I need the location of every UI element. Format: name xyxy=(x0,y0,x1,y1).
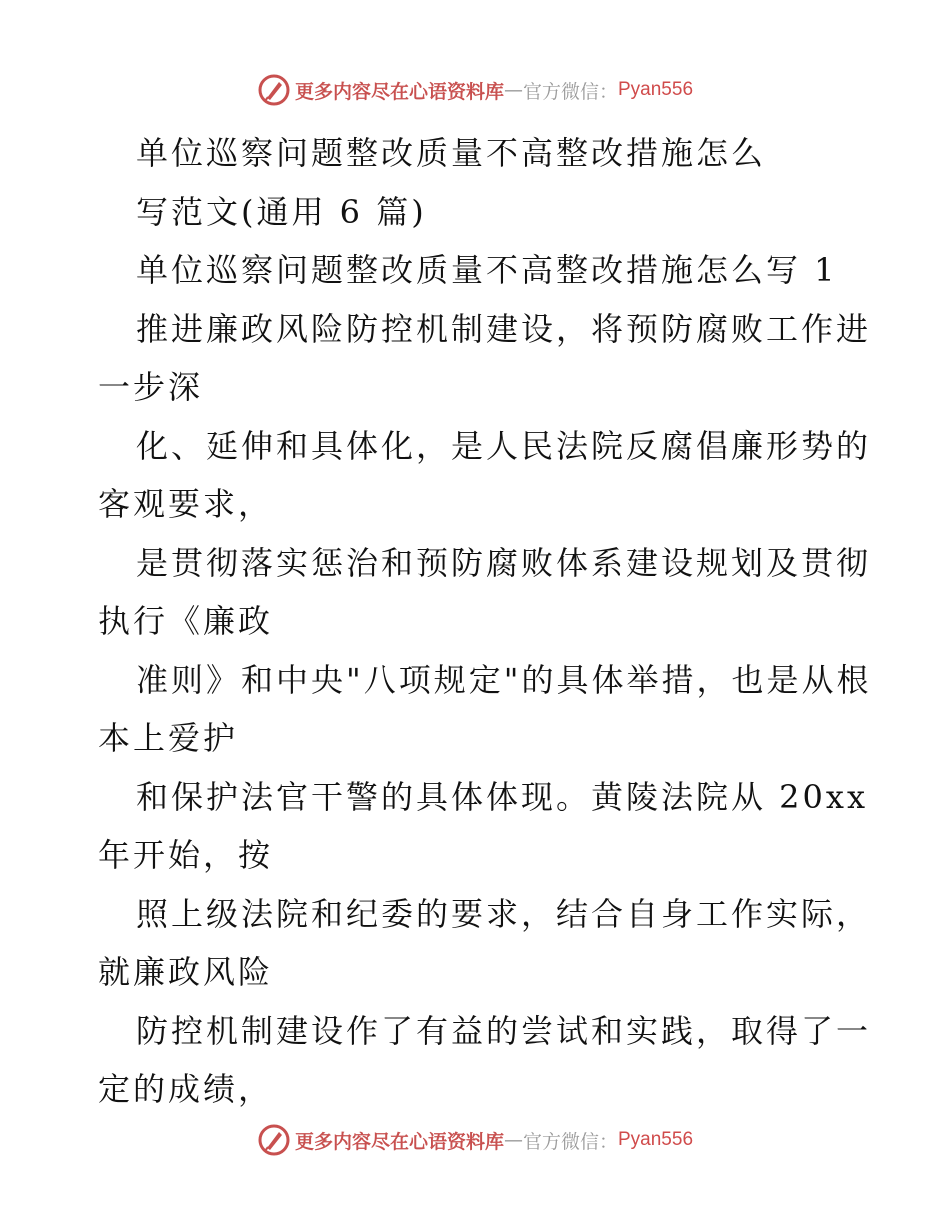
text-line: 单位巡察问题整改质量不高整改措施怎么写 1 xyxy=(136,251,838,289)
footer-watermark xyxy=(0,1120,950,1160)
text-line: 和保护法官干警的具体体现。黄陵法院从 20xx xyxy=(136,777,868,816)
quill-logo-icon xyxy=(257,73,291,107)
header-watermark xyxy=(0,70,950,110)
watermark-wechat-id: Pyan556 xyxy=(618,79,694,100)
text-line: 化、延伸和具体化，是人民法院反腐倡廉形势的 xyxy=(136,426,872,465)
text-line: 就廉政风险 xyxy=(98,953,274,991)
text-line: 防控机制建设作了有益的尝试和实践，取得了一 xyxy=(136,1011,872,1050)
text-line: 一步深 xyxy=(98,368,204,406)
watermark-site-name: 更多内容尽在心语资料库 xyxy=(294,1130,504,1153)
text-line: 执行《廉政 xyxy=(98,602,274,640)
watermark-wechat-id: Pyan556 xyxy=(618,1129,694,1150)
text-line: 准则》和中央"八项规定"的具体举措，也是从根 xyxy=(136,660,872,699)
document-body xyxy=(98,124,872,1119)
watermark-dash: — xyxy=(503,1129,523,1151)
watermark-label: 官方微信： xyxy=(522,80,618,103)
watermark-site-name: 更多内容尽在心语资料库 xyxy=(294,80,504,103)
text-line: 本上爱护 xyxy=(98,719,239,757)
quill-logo-icon xyxy=(257,1123,291,1157)
text-line: 照上级法院和纪委的要求，结合自身工作实际， xyxy=(136,894,872,933)
text-line: 单位巡察问题整改质量不高整改措施怎么 xyxy=(136,134,767,172)
text-line: 推进廉政风险防控机制建设，将预防腐败工作进 xyxy=(136,309,872,348)
text-line: 写范文(通用 6 篇) xyxy=(136,192,427,231)
watermark-label: 官方微信： xyxy=(522,1130,618,1153)
text-line: 是贯彻落实惩治和预防腐败体系建设规划及贯彻 xyxy=(136,543,872,582)
text-line: 年开始，按 xyxy=(98,836,274,874)
text-line: 客观要求， xyxy=(98,485,274,523)
watermark-dash: — xyxy=(503,79,523,101)
text-line: 定的成绩， xyxy=(98,1070,274,1108)
